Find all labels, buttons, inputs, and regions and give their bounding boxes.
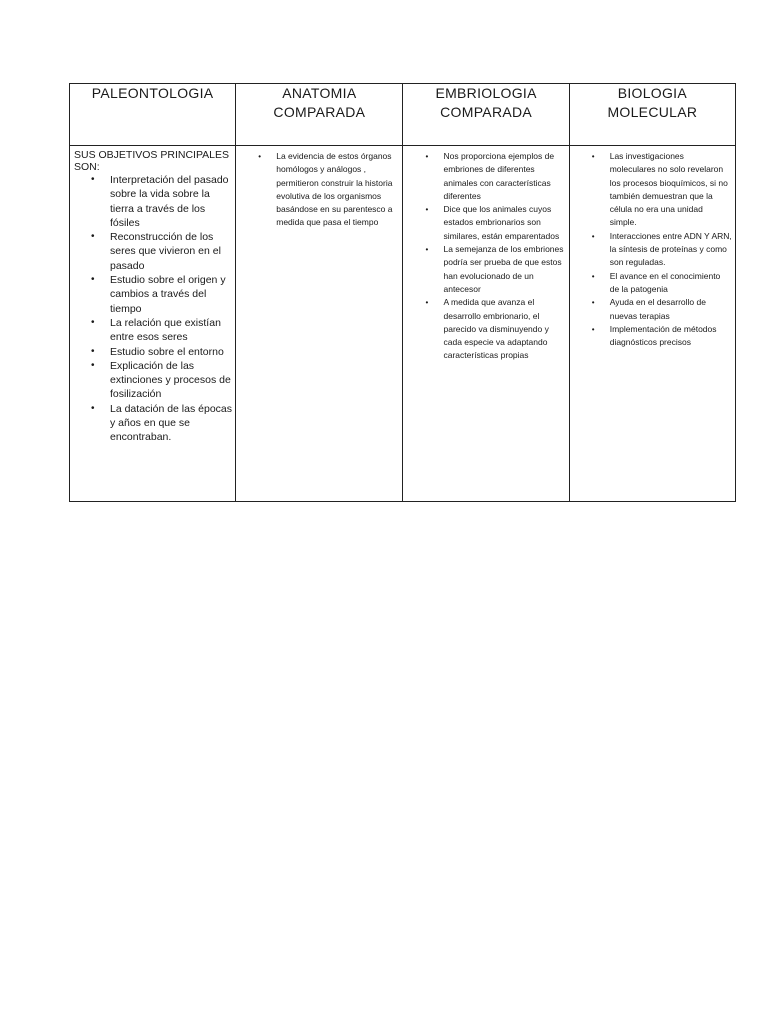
list-item-text: Dice que los animales cuyos estados embrionarios son similares, están emparentados — [443, 204, 560, 241]
bullet-icon: • — [425, 152, 429, 161]
header-text: ANATOMIA — [282, 85, 357, 101]
list-item-text: Interpretación del pasado sobre la vida sobre la tierra a través de los fósiles — [110, 174, 229, 229]
bullet-icon: • — [425, 205, 429, 215]
bullet-icon: • — [91, 402, 95, 414]
list-item — [407, 243, 565, 296]
header-text: BIOLOGIA — [617, 85, 688, 101]
bullet-icon: • — [91, 359, 95, 371]
list-item-text: Las investigaciones moleculares no solo revelaron los procesos bioquímicos, si no también demuestran que la célula no era una unidad simple. — [609, 151, 728, 228]
list-item — [574, 150, 732, 230]
header-paleontologia — [70, 84, 236, 146]
content-row — [70, 146, 736, 502]
list-item-text: Estudio sobre el entorno — [110, 345, 224, 358]
list-item-text: Implementación de métodos diagnósticos precisos — [609, 323, 717, 348]
list-item — [74, 273, 232, 316]
bullet-icon: • — [91, 174, 95, 185]
list-item — [74, 230, 232, 273]
intro-text: SUS OBJETIVOS PRINCIPALES SON: — [74, 149, 230, 173]
list-item — [74, 402, 232, 445]
list-item-text: La semejanza de los embriones podría ser prueba de que estos han evolucionado de un antecesor — [443, 244, 564, 294]
bullet-icon: • — [425, 298, 429, 308]
list-item-text: Estudio sobre el origen y cambios a través del tiempo — [110, 274, 226, 315]
cell-anatomia-comparada — [236, 146, 403, 502]
bullet-icon: • — [591, 271, 595, 281]
list-item — [74, 173, 232, 230]
list-item-text: La evidencia de estos órganos homólogos y análogos , permitieron construir la historia evolutiva de los organismos basándose en su parentesco a medida que pasa el tiempo — [276, 151, 393, 228]
list-item-text: El avance en el conocimiento de la patogenia — [609, 270, 721, 294]
header-row — [70, 84, 736, 146]
list-item — [74, 359, 232, 402]
header-text: COMPARADA — [273, 104, 366, 120]
list-item-text: La datación de las épocas y años en que se encontraban. — [110, 402, 233, 444]
list-item-text: La relación que existían entre esos seres — [110, 316, 221, 344]
header-biologia-molecular — [569, 84, 735, 146]
cell-embriologia-comparada — [403, 146, 569, 502]
bullet-icon: • — [258, 152, 262, 161]
bullet-list — [74, 173, 232, 445]
list-item — [407, 150, 565, 203]
list-item — [574, 230, 732, 270]
list-item-text: A medida que avanza el desarrollo embrionario, el parecido va disminuyendo y cada especie va adaptando características propias — [443, 297, 549, 361]
header-text: COMPARADA — [440, 104, 533, 120]
list-item — [574, 296, 732, 323]
bullet-icon: • — [591, 231, 595, 241]
bullet-icon: • — [91, 316, 95, 328]
bullet-list — [407, 150, 565, 363]
list-item — [574, 270, 732, 297]
bullet-icon: • — [591, 324, 595, 334]
cell-paleontologia — [70, 146, 236, 502]
list-item-text: Ayuda en el desarrollo de nuevas terapias — [609, 297, 706, 321]
comparison-table — [69, 83, 736, 502]
bullet-list — [240, 150, 399, 230]
list-item — [74, 316, 232, 345]
list-item — [240, 150, 399, 230]
list-item-text: Interacciones entre ADN Y ARN, la síntesis de proteínas y como son reguladas. — [609, 230, 732, 268]
header-text: PALEONTOLOGIA — [91, 85, 214, 101]
header-anatomia-comparada — [236, 84, 403, 146]
cell-biologia-molecular — [569, 146, 735, 502]
list-item — [574, 323, 732, 350]
list-item — [407, 203, 565, 243]
bullet-icon: • — [425, 245, 429, 255]
list-item-text: Reconstrucción de los seres que vivieron en el pasado — [110, 231, 221, 272]
list-item — [74, 345, 232, 359]
bullet-icon: • — [591, 152, 595, 161]
header-text: EMBRIOLOGIA — [435, 85, 537, 101]
list-item-text: Nos proporciona ejemplos de embriones de diferentes animales con características diferentes — [443, 151, 555, 201]
list-item-text: Explicación de las extinciones y procesos de fosilización — [110, 359, 231, 401]
bullet-icon: • — [91, 345, 95, 357]
header-embriologia-comparada — [403, 84, 569, 146]
bullet-icon: • — [91, 274, 95, 286]
list-item — [407, 296, 565, 362]
bullet-icon: • — [591, 298, 595, 308]
bullet-list — [574, 150, 732, 349]
bullet-icon: • — [91, 231, 95, 243]
header-text: MOLECULAR — [607, 104, 698, 120]
